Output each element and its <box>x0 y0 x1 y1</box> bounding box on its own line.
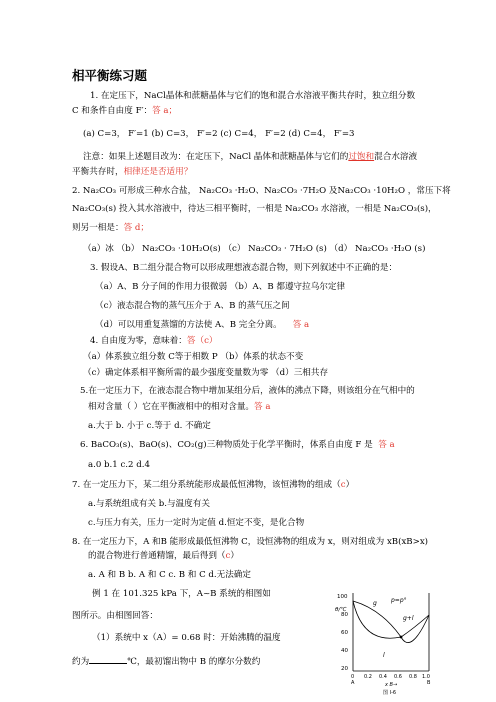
q1-note1 <box>83 152 417 163</box>
x-tick-1.0: 1.0 <box>422 674 430 680</box>
y-tick-80: 80 <box>341 612 348 618</box>
vapor-curve <box>353 601 429 637</box>
y-tick-20: 20 <box>341 666 348 672</box>
y-tick-100: 100 <box>337 594 348 600</box>
label-l: l <box>383 652 385 659</box>
label-gl: g+l <box>403 615 414 622</box>
example-line2: 图所示。由相图回答： <box>72 611 158 621</box>
q1-note2-highlight: 相律还是否适用？ <box>123 167 193 177</box>
q7-stem <box>72 480 354 491</box>
q1-stem-end: C 和条件自由度 F′： <box>72 106 153 116</box>
q7-stem-close: ） <box>345 480 355 490</box>
q2-line2: Na₂CO₃(s) 投入其水溶液中，待达三相平衡时，一相是 Na₂CO₃ 水溶液，一相是 Na₂CO₃(s)， <box>72 204 437 214</box>
x-tick-0.4: 0.4 <box>379 674 387 680</box>
q4-stem-text: 4. 自由度为零，意味着： <box>90 336 187 346</box>
figure-caption: 图 I-6 <box>383 690 397 695</box>
q8-options: a. A 和 B b. A 和 C c. B 和 C d.无法确定 <box>88 570 251 580</box>
q8-line2 <box>88 551 239 562</box>
answer-blank <box>89 655 127 664</box>
q1-note1-text: 注意：如果上述题目改为：在定压下，NaCl 晶体和蔗糖晶体与它们的 <box>83 152 349 162</box>
x-tick-0: 0 <box>351 674 355 680</box>
q1-options: (a) C=3， F′=1 (b) C=3， F′=2 (c) C=4， F′=2 (d) C=4， F′=3 <box>83 129 355 139</box>
q2-line3 <box>72 223 149 234</box>
q4-options-cd: （c）确定体系相平衡所需的最少强度变量数为零 （d）三相共存 <box>83 368 329 378</box>
q1-note1-tail: 混合水溶液 <box>374 152 418 162</box>
q7-answer: c <box>340 480 346 490</box>
q6-answer: 答 a <box>378 440 395 450</box>
x-tick-0.2: 0.2 <box>364 674 372 680</box>
q1-line2 <box>72 106 177 117</box>
example-line3: （1）系统中 x（A）= 0.68 时：开始沸腾的温度 <box>92 633 281 643</box>
q3-answer: 答 a <box>292 320 310 330</box>
example-line4 <box>72 655 260 668</box>
q3-option-d-text: （d）可以用重复蒸馏的方法使 A、B 完全分离。 <box>95 320 282 330</box>
q4-options-ab: （a）体系独立组分数 C等于相数 P （b）体系的状态不变 <box>83 352 304 362</box>
q5-options: a.大于 b. 小于 c.等于 d. 不确定 <box>88 421 211 431</box>
q1-answer: 答 a； <box>152 106 178 116</box>
q6-line <box>80 440 395 451</box>
q7-options-ab: a.与系统组成有关 b.与温度有关 <box>88 499 210 509</box>
q7-stem-text: 7. 在一定压力下，某二组分系统能形成最低恒沸物，该恒沸物的组成（ <box>72 480 341 490</box>
q7-options-cd: c.与压力有关，压力一定时为定值 d.恒定不变，是化合物 <box>88 518 305 528</box>
y-axis-label: θ/℃ <box>335 607 347 613</box>
q2-line1: 2. Na₂CO₃ 可形成三种水合盐， Na₂CO₃ ·H₂O、Na₂CO₃ ·7H₂O 及Na₂CO₃ ·10H₂O ，常压下将 <box>72 186 451 196</box>
q2-answer: 答 d； <box>123 223 149 233</box>
q5-line1: 5.在一定压力下，在液态混合物中增加某组分后，液体的沸点下降，则该组分在气相中的 <box>80 386 415 396</box>
y-tick-60: 60 <box>341 630 348 636</box>
label-g: g <box>373 600 377 607</box>
x-tick-0.8: 0.8 <box>409 674 417 680</box>
q3-stem: 3. 假设A、B二组分混合物可以形成理想液态混合物，则下列叙述中不正确的是： <box>90 263 398 273</box>
liquid-curve <box>353 601 429 643</box>
x-end-b: B <box>427 680 431 686</box>
example-line4-text: 约为 <box>72 657 90 667</box>
q4-answer: 答（c） <box>186 336 218 346</box>
q5-answer: 答 a <box>254 402 271 412</box>
phase-diagram <box>333 585 443 695</box>
x-tick-0.6: 0.6 <box>394 674 402 680</box>
q2-line3-text: 则另一相是： <box>72 223 124 233</box>
q3-options-ab: （a）A、B 分子间的作用力很微弱 （b）A、B 都遵守拉乌尔定律 <box>95 282 346 292</box>
x-axis-label: x B→ <box>385 682 398 688</box>
q3-option-c: （c）液态混合物的蒸气压介于 A、B 的蒸气压之间 <box>95 301 290 311</box>
q6-stem-text: 6. BaCO₃(s)、BaO(s)、CO₂(g)三种物质处于化学平衡时，体系自由度 F 是 <box>80 440 373 450</box>
page-title: 相平衡练习题 <box>72 68 148 83</box>
q8-line1: 8. 在一定压力下，A 和B 能形成最低恒沸物 C，设恒沸物的组成为 x，则对组成为 xB(xB>x) <box>72 537 429 547</box>
example-line4-tail: ℃，最初馏出物中 B 的摩尔分数约 <box>127 657 261 667</box>
q1-note1-highlight: 过饱和 <box>348 152 375 162</box>
q8-line2-close: ） <box>230 551 239 561</box>
label-p: p=p° <box>391 597 407 604</box>
q1-line1: 1. 在定压下，NaCl晶体和蔗糖晶体与它们的饱和混合水溶液平衡共存时，独立组分数 <box>90 91 416 101</box>
q4-stem <box>90 336 217 347</box>
q8-line2-text: 的混合物进行普通精馏，最后得到（ <box>88 551 226 561</box>
q6-options: a.0 b.1 c.2 d.4 <box>88 460 150 470</box>
q8-answer: c <box>225 551 231 561</box>
azeotrope-point <box>400 636 403 639</box>
x-end-a: A <box>351 680 355 686</box>
q1-note2-text: 平衡共存时， <box>72 167 124 177</box>
q5-line2-text: 相对含量（ ）它在平衡液相中的相对含量。 <box>88 402 255 412</box>
q2-options: （a）冰 （b） Na₂CO₃ ·10H₂O(s) （c） Na₂CO₃ · 7H₂O (s) （d） Na₂CO₃ ·H₂O (s) <box>83 244 426 254</box>
q3-option-d <box>95 320 309 331</box>
q5-line2 <box>88 402 270 413</box>
y-tick-40: 40 <box>341 648 348 654</box>
q1-note2 <box>72 167 192 178</box>
example-line1: 例 1 在 101.325 kPa 下，A~B 系统的相图如 <box>92 589 271 599</box>
